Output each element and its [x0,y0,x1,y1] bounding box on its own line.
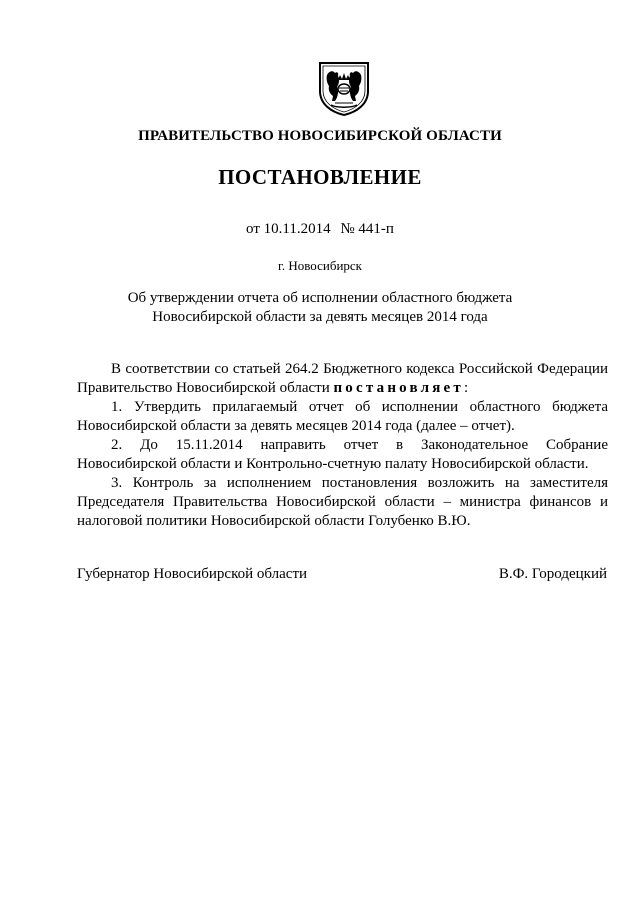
intro-keyword: постановляет [333,380,464,396]
title-line-2: Новосибирской области за девять месяцев 2014 года [152,309,488,325]
item-3: 3. Контроль за исполнением постановления возложить на заместителя Председателя Правительства Новосибирской области – министра финансов и налоговой политики Новосибирской области Голубенко В.Ю. [77,475,608,529]
organization-name: ПРАВИТЕЛЬСТВО НОВОСИБИРСКОЙ ОБЛАСТИ [138,128,502,144]
coat-of-arms-icon [317,61,371,116]
date-prefix: от [246,221,260,237]
document-city: г. Новосибирск [277,258,362,273]
intro-end: : [463,380,469,396]
signatory-name: В.Ф. Городецкий [498,566,607,582]
document-date-number [0,221,640,238]
intro-paragraph [77,360,608,398]
document-type: ПОСТАНОВЛЕНИЕ [218,165,422,189]
document-title [0,289,640,327]
intro-text: В соответствии со статьей 264.2 Бюджетного кодекса Российской Федерации Правительство Новосибирской области [77,361,608,396]
signatory-position: Губернатор Новосибирской области [77,566,308,582]
document-number: № 441-п [340,221,394,237]
document-body [77,360,608,531]
item-2: 2. До 15.11.2014 направить отчет в Законодательное Собрание Новосибирской области и Контрольно-счетную палату Новосибирской области. [77,437,608,472]
item-1: 1. Утвердить прилагаемый отчет об исполнении областного бюджета Новосибирской области за девять месяцев 2014 года (далее – отчет). [77,399,608,434]
document-date: 10.11.2014 [263,221,331,237]
title-line-1: Об утверждении отчета об исполнении областного бюджета [127,290,513,306]
